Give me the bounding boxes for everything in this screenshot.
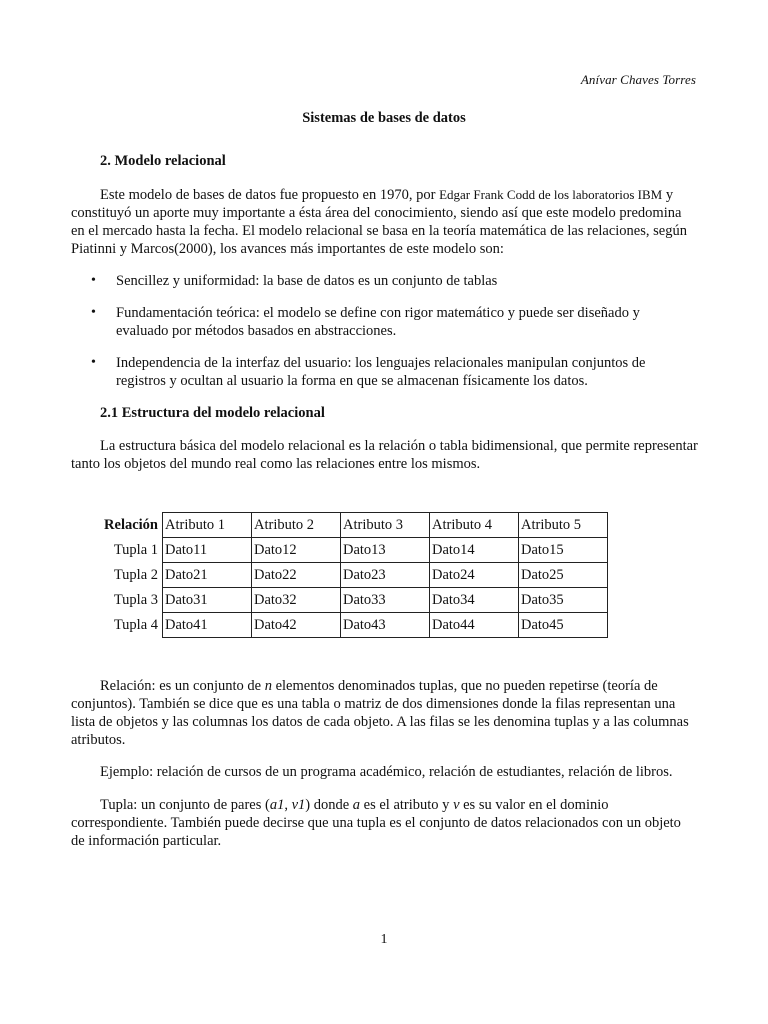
table-cell: Dato43 [341,613,430,638]
column-header: Atributo 3 [341,513,430,538]
table-cell: Dato13 [341,538,430,563]
table-cell: Dato44 [430,613,519,638]
relacion-italic-n: n [264,678,272,694]
section-heading-2: 2. Modelo relacional [100,153,226,169]
table-cell: Dato14 [430,538,519,563]
table-cell: Dato41 [163,613,252,638]
tupla-italic-v: v [453,797,460,813]
row-label: Tupla 2 [113,566,158,583]
bullet-item [91,272,691,290]
tupla-text-1: Tupla: un conjunto de pares ( [100,797,270,813]
table-cell: Dato24 [430,563,519,588]
relacion-text-1: Relación: es un conjunto de [100,678,265,694]
intro-paragraph [71,186,698,258]
table-cell: Dato45 [519,613,608,638]
relacion-text-2: elementos denominados tuplas, que no pueden repetirse (teoría de conjuntos). También se dice que es una tabla o matriz de dos dimensiones donde la filas representan una lista de objetos y las columnas los datos de cada objeto. A las filas se les denomina tuplas y a las columnas atributos. [71,678,689,748]
tupla-italic-v1: v1 [291,797,306,813]
relacion-definition [71,677,698,749]
table-cell: Dato31 [163,588,252,613]
tupla-text-4: es su valor en el dominio correspondiente. También puede decirse que una tupla es el conjunto de datos relacionados con un objeto de información particular. [71,797,681,849]
table-cell: Dato35 [519,588,608,613]
intro-text-codd: Edgar Frank Codd de los laboratorios IBM [439,187,663,202]
table-cell: Dato11 [163,538,252,563]
table-row [100,588,608,613]
section-heading-2-1: 2.1 Estructura del modelo relacional [100,405,325,421]
table-cell: Dato15 [519,538,608,563]
table-cell: Dato32 [252,588,341,613]
table-row [100,613,608,638]
tupla-text-2: ) donde [305,797,353,813]
row-label: Tupla 3 [113,591,158,608]
column-header: Atributo 5 [519,513,608,538]
bullet-icon: • [91,305,96,320]
table-cell: Dato42 [252,613,341,638]
bullet-item [91,354,691,390]
document-title: Sistemas de bases de datos [302,110,466,126]
tupla-sep: , [284,797,292,813]
table-cell: Dato12 [252,538,341,563]
table-cell: Dato22 [252,563,341,588]
table-header-row [100,513,608,538]
tupla-text-3: es el atributo y [360,797,454,813]
structure-paragraph: La estructura básica del modelo relacional es la relación o tabla bidimensional, que permite representar tanto los objetos del mundo real como las relaciones entre los mismos. [71,438,698,472]
relation-table-wrapper [100,512,608,638]
tupla-definition [71,796,698,850]
tupla-italic-a1: a1 [269,797,285,813]
table-cell: Dato25 [519,563,608,588]
bullet-text: Sencillez y uniformidad: la base de datos es un conjunto de tablas [116,273,498,289]
table-cell: Dato21 [163,563,252,588]
column-header: Atributo 1 [163,513,252,538]
table-cell: Dato34 [430,588,519,613]
relation-table [100,512,608,638]
table-row [100,538,608,563]
bullet-item [91,304,691,340]
intro-text-1: Este modelo de bases de datos fue propuesto en 1970, por [100,187,440,203]
row-label: Tupla 4 [113,616,158,633]
table-cell: Dato33 [341,588,430,613]
header-author: Anívar Chaves Torres [580,72,696,87]
table-row [100,563,608,588]
row-label: Tupla 1 [113,541,158,558]
column-header: Atributo 2 [252,513,341,538]
table-corner-label: Relación [104,516,158,533]
bullet-text: Independencia de la interfaz del usuario: los lenguajes relacionales manipulan conjuntos de registros y ocultan al usuario la forma en que se almacenan físicamente los datos. [116,355,646,389]
bullet-icon: • [91,355,96,370]
table-cell: Dato23 [341,563,430,588]
tupla-italic-a: a [352,797,361,813]
ejemplo-paragraph: Ejemplo: relación de cursos de un programa académico, relación de estudiantes, relación de libros. [100,764,673,780]
bullet-text: Fundamentación teórica: el modelo se define con rigor matemático y puede ser diseñado y evaluado por métodos basados en abstracciones. [116,305,640,339]
intro-text-2: y constituyó un aporte muy importante a ésta área del conocimiento, siendo así que este modelo predomina en el mercado hasta la fecha. El modelo relacional se basa en la teoría matemática de las relaciones, según Piatinni y Marcos(2000), los avances más importantes de este modelo son: [71,187,687,257]
column-header: Atributo 4 [430,513,519,538]
bullet-icon: • [91,273,96,288]
page-number: 1 [380,932,388,947]
